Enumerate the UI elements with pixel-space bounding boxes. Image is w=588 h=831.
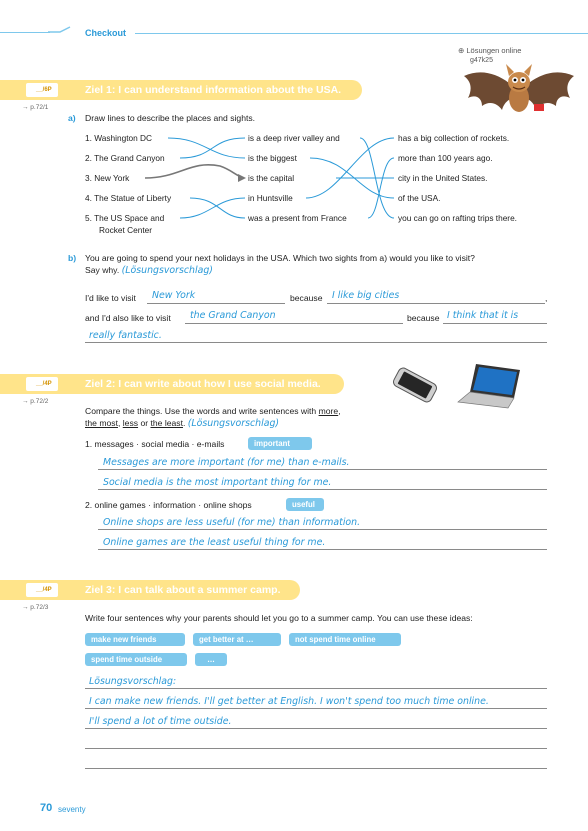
goal2-instr-least: the least <box>150 418 183 428</box>
goal3-ans2: I'll spend a lot of time outside. <box>89 716 232 727</box>
goal1-b-label: b) <box>68 253 77 263</box>
goal1-b-hint: (Lösungsvorschlag) <box>121 265 213 276</box>
goal2-ans2b-line[interactable] <box>98 549 547 550</box>
sight-col2-5: was a present from France <box>248 213 347 223</box>
goal3-ans0: Lösungsvorschlag: <box>89 676 177 687</box>
goal2-instr-less: less <box>122 418 139 428</box>
goal2-instr-a: Compare the things. Use the words and write sentences with <box>85 406 317 416</box>
goal2-title: Ziel 2: I can write about how I use social media. <box>85 378 321 390</box>
goal1-b-question-2 <box>85 265 213 276</box>
goal1-s1-line2[interactable] <box>327 303 545 304</box>
goal2-instr-or: or <box>140 418 149 428</box>
match-line-4b <box>368 158 394 218</box>
globe-icon: ⊕ <box>458 46 465 55</box>
laptop-icon <box>456 360 528 412</box>
goal2-item2: 2. online games · information · online shops <box>85 500 252 510</box>
goal1-s2-line3[interactable] <box>85 342 547 343</box>
goal3-line-5[interactable] <box>85 768 547 769</box>
goal2-ans2a: Online shops are less useful (for me) than information. <box>103 517 361 528</box>
goal2-instr-period: . <box>182 418 186 428</box>
goal2-ans2a-line[interactable] <box>98 529 547 530</box>
goal1-a-instruction: Draw lines to describe the places and sights. <box>85 113 256 123</box>
goal3-line-2[interactable] <box>85 708 547 709</box>
goal1-s2-answer2: I think that it is <box>447 310 519 321</box>
goal3-ref: → p.72/3 <box>22 604 49 611</box>
goal3-line-1[interactable] <box>85 688 547 689</box>
goal2-hint: (Lösungsvorschlag) <box>187 418 280 429</box>
goal3-instruction: Write four sentences why your parents should let you go to a summer camp. You can use these ideas: <box>85 613 473 623</box>
goal3-idea-not-online: not spend time online <box>289 633 401 646</box>
goal1-s1-mid: because <box>290 293 323 303</box>
sight-col1-5: 5. The US Space and <box>85 213 165 223</box>
goal1-s1-answer: New York <box>152 290 196 301</box>
goal2-instr-more: more <box>318 406 339 416</box>
smartphone-icon <box>386 366 444 404</box>
goal1-s2-line1[interactable] <box>185 323 403 324</box>
goal2-ans1a: Messages are more important (for me) than e-mails. <box>103 457 350 468</box>
goal2-score: __/4P <box>36 381 52 387</box>
page-number: 70 <box>40 802 53 814</box>
sight-col1-3: 3. New York <box>85 173 130 183</box>
goal2-instruction-2 <box>85 418 279 429</box>
sight-col1-5b: Rocket Center <box>99 225 153 235</box>
sight-col3-5: you can go on rafting trips there. <box>398 213 517 223</box>
goal2-tag-useful: useful <box>286 498 324 511</box>
goal2-instr-comma2: , <box>117 418 121 428</box>
goal1-score: __/6P <box>36 87 52 93</box>
goal1-s1-line1[interactable] <box>147 303 285 304</box>
goal1-s2-mid: because <box>407 313 440 323</box>
goal2-instruction-1 <box>85 406 341 416</box>
goal1-s2-line2[interactable] <box>443 323 547 324</box>
sight-col2-3: is the capital <box>248 173 295 183</box>
goal3-idea-make-friends: make new friends <box>85 633 185 646</box>
goal3-line-4[interactable] <box>85 748 547 749</box>
match-line-5a <box>180 198 245 218</box>
goal2-tag-important: important <box>248 437 312 450</box>
goal2-ans1b-line[interactable] <box>98 489 547 490</box>
goal3-score: __/4P <box>36 587 52 593</box>
matching-lines[interactable] <box>0 0 588 240</box>
goal3-ans1: I can make new friends. I'll get better at English. I won't spend too much time online. <box>89 696 489 707</box>
match-line-1a <box>168 138 245 158</box>
goal1-s2-answer3: really fantastic. <box>89 330 162 341</box>
match-line-5b <box>306 138 394 198</box>
goal3-line-3[interactable] <box>85 728 547 729</box>
sight-col1-4: 4. The Statue of Liberty <box>85 193 172 203</box>
goal1-s2-answer: the Grand Canyon <box>190 310 276 321</box>
online-code: g47k25 <box>470 57 493 64</box>
goal1-b-sayw: Say why. <box>85 265 120 275</box>
goal1-ref: → p.72/1 <box>22 104 49 111</box>
sight-col3-4: of the USA. <box>398 193 441 203</box>
goal1-a-label: a) <box>68 113 76 123</box>
goal3-idea-get-better: get better at … <box>193 633 281 646</box>
goal3-idea-outside: spend time outside <box>85 653 187 666</box>
sight-col2-2: is the biggest <box>248 153 297 163</box>
match-arrow-3 <box>145 165 244 178</box>
sight-col3-3: city in the United States. <box>398 173 488 183</box>
goal1-s1-answer2: I like big cities <box>332 290 400 301</box>
goal2-item1: 1. messages · social media · e-mails <box>85 439 225 449</box>
goal2-ans2b: Online games are the least useful thing for me. <box>103 537 326 548</box>
goal2-instr-comma1: , <box>338 406 341 416</box>
page-word: seventy <box>58 805 86 814</box>
goal1-s1-end: , <box>545 293 548 303</box>
goal3-idea-more: … <box>195 653 227 666</box>
sight-col3-1: has a big collection of rockets. <box>398 133 510 143</box>
goal1-s1-prefix: I'd like to visit <box>85 293 136 303</box>
goal2-ans1a-line[interactable] <box>98 469 547 470</box>
sight-col1-1: 1. Washington DC <box>85 133 153 143</box>
goal1-s2-prefix: and I'd also like to visit <box>85 313 171 323</box>
online-label: Lösungen online <box>466 46 522 55</box>
sight-col2-1: is a deep river valley and <box>248 133 340 143</box>
sight-col3-2: more than 100 years ago. <box>398 153 493 163</box>
goal1-b-question-1: You are going to spend your next holidays in the USA. Which two sights from a) would you like to visit? <box>85 253 475 263</box>
goal2-instr-most: the most <box>85 418 118 428</box>
goal2-ref: → p.72/2 <box>22 398 49 405</box>
header-label: Checkout <box>85 28 127 38</box>
sight-col1-2: 2. The Grand Canyon <box>85 153 165 163</box>
goal1-title: Ziel 1: I can understand information about the USA. <box>85 84 342 96</box>
goal3-title: Ziel 3: I can talk about a summer camp. <box>85 584 281 596</box>
goal2-ans1b: Social media is the most important thing for me. <box>103 477 332 488</box>
sight-col2-4: in Huntsville <box>248 193 293 203</box>
